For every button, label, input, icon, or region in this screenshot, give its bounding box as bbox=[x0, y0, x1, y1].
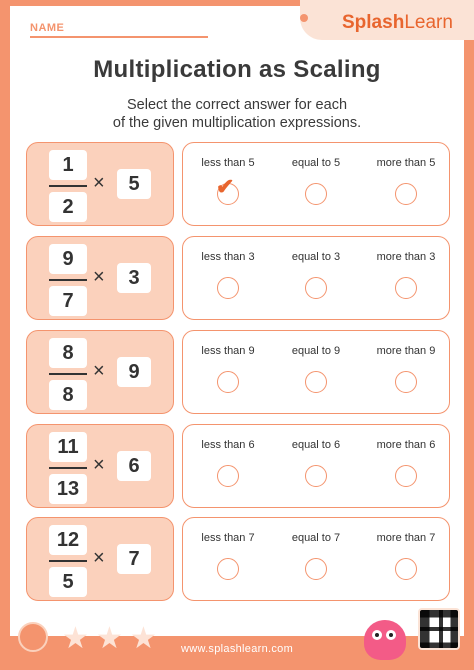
option-radio[interactable] bbox=[395, 558, 417, 580]
expression-box bbox=[26, 517, 174, 601]
times-sign: × bbox=[93, 266, 105, 288]
option-label: more than 5 bbox=[376, 157, 436, 169]
denominator: 8 bbox=[49, 380, 87, 410]
numerator: 9 bbox=[49, 244, 87, 274]
multiplier: 7 bbox=[117, 544, 151, 574]
star-icon: ★ bbox=[62, 622, 89, 655]
numerator: 12 bbox=[49, 525, 87, 555]
option-radio[interactable] bbox=[395, 465, 417, 487]
instructions bbox=[0, 96, 474, 132]
qr-code-icon[interactable] bbox=[418, 608, 460, 650]
problem-row bbox=[26, 517, 450, 601]
splashlearn-logo bbox=[342, 12, 453, 34]
problem-row bbox=[26, 330, 450, 414]
multiplier: 3 bbox=[117, 263, 151, 293]
fraction-bar bbox=[49, 279, 87, 281]
option-label: more than 6 bbox=[376, 439, 436, 451]
mascot-eye bbox=[386, 630, 396, 640]
star-icon: ★ bbox=[130, 622, 157, 655]
option-radio[interactable] bbox=[217, 371, 239, 393]
option-radio[interactable] bbox=[395, 277, 417, 299]
option-label: less than 6 bbox=[201, 439, 255, 451]
fraction bbox=[49, 244, 87, 316]
numerator: 11 bbox=[49, 432, 87, 462]
options-box bbox=[182, 330, 450, 414]
options-box bbox=[182, 236, 450, 320]
numerator: 1 bbox=[49, 150, 87, 180]
fraction-bar bbox=[49, 185, 87, 187]
star-icon: ★ bbox=[96, 622, 123, 655]
page-title: Multiplication as Scaling bbox=[93, 56, 381, 83]
instructions-line-1: Select the correct answer for each bbox=[126, 97, 348, 113]
options-box bbox=[182, 517, 450, 601]
option-label: less than 9 bbox=[201, 345, 255, 357]
fraction bbox=[49, 432, 87, 504]
option-radio[interactable] bbox=[217, 465, 239, 487]
instructions-line-2: of the given multiplication expressions. bbox=[112, 115, 362, 131]
times-sign: × bbox=[93, 547, 105, 569]
option-label: more than 3 bbox=[376, 251, 436, 263]
logo-light: Learn bbox=[404, 12, 453, 33]
footer-url[interactable]: www.splashlearn.com bbox=[180, 643, 294, 655]
denominator: 13 bbox=[49, 474, 87, 504]
times-sign: × bbox=[93, 454, 105, 476]
option-label: more than 9 bbox=[376, 345, 436, 357]
name-line[interactable] bbox=[30, 36, 208, 38]
multiplier: 9 bbox=[117, 357, 151, 387]
option-label: equal to 5 bbox=[291, 157, 341, 169]
option-radio[interactable] bbox=[305, 558, 327, 580]
option-radio[interactable] bbox=[395, 183, 417, 205]
fraction bbox=[49, 525, 87, 597]
problem-row bbox=[26, 424, 450, 508]
multiplier: 5 bbox=[117, 169, 151, 199]
times-sign: × bbox=[93, 172, 105, 194]
expression-box bbox=[26, 424, 174, 508]
option-label: equal to 9 bbox=[291, 345, 341, 357]
option-radio[interactable] bbox=[305, 183, 327, 205]
denominator: 7 bbox=[49, 286, 87, 316]
denominator: 2 bbox=[49, 192, 87, 222]
fraction bbox=[49, 338, 87, 410]
expression-box bbox=[26, 236, 174, 320]
option-radio[interactable] bbox=[217, 277, 239, 299]
problem-row bbox=[26, 142, 450, 226]
fraction-bar bbox=[49, 467, 87, 469]
option-radio[interactable] bbox=[305, 277, 327, 299]
times-sign: × bbox=[93, 360, 105, 382]
checkmark-icon: ✔ bbox=[216, 174, 235, 199]
fraction-bar bbox=[49, 373, 87, 375]
option-label: equal to 3 bbox=[291, 251, 341, 263]
denominator: 5 bbox=[49, 567, 87, 597]
option-label: less than 5 bbox=[201, 157, 255, 169]
option-radio[interactable] bbox=[216, 174, 239, 205]
expression-box bbox=[26, 142, 174, 226]
option-label: less than 7 bbox=[201, 532, 255, 544]
options-box bbox=[182, 142, 450, 226]
fraction bbox=[49, 150, 87, 222]
problem-row bbox=[26, 236, 450, 320]
multiplier: 6 bbox=[117, 451, 151, 481]
numerator: 8 bbox=[49, 338, 87, 368]
logo-bold: Splash bbox=[342, 12, 405, 33]
option-label: less than 3 bbox=[201, 251, 255, 263]
option-label: more than 7 bbox=[376, 532, 436, 544]
expression-box bbox=[26, 330, 174, 414]
mascot-icon bbox=[364, 620, 406, 660]
option-radio[interactable] bbox=[305, 371, 327, 393]
option-radio[interactable] bbox=[305, 465, 327, 487]
option-label: equal to 7 bbox=[291, 532, 341, 544]
option-label: equal to 6 bbox=[291, 439, 341, 451]
options-box bbox=[182, 424, 450, 508]
option-radio[interactable] bbox=[217, 558, 239, 580]
option-radio[interactable] bbox=[395, 371, 417, 393]
mascot-eye bbox=[372, 630, 382, 640]
name-label: NAME bbox=[30, 22, 65, 34]
fraction-bar bbox=[49, 560, 87, 562]
logo-dot bbox=[300, 14, 308, 22]
